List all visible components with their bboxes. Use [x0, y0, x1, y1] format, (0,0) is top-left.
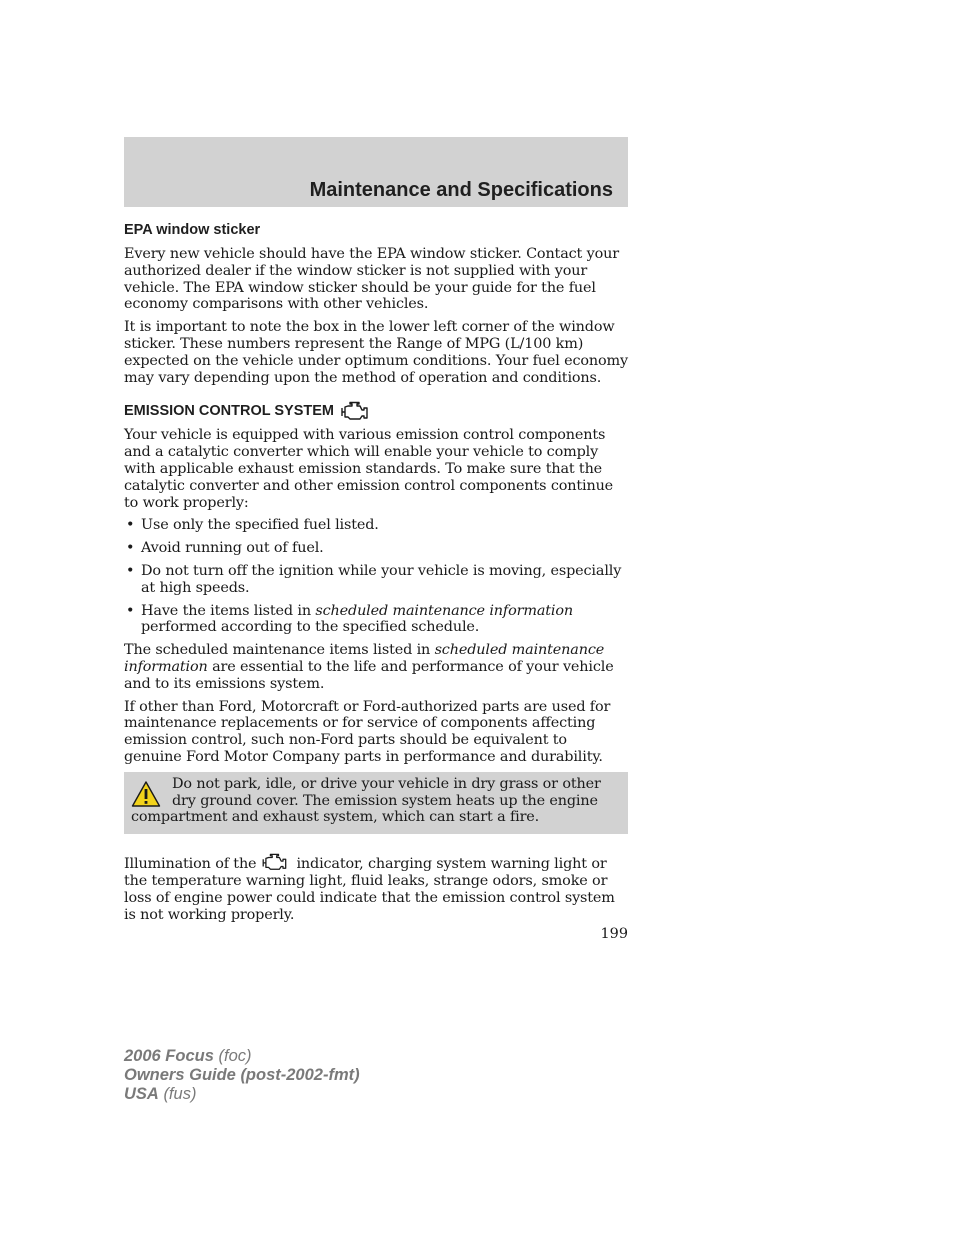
page-title: Maintenance and Specifications — [309, 179, 613, 201]
check-engine-icon — [339, 401, 369, 421]
emission-heading — [124, 401, 628, 421]
list-item: • Use only the specified fuel listed. — [126, 517, 379, 534]
parts-paragraph: If other than Ford, Motorcraft or Ford-authorized parts are used for maintenance replacements or for service of components affecting emission control, such non-Ford parts should be equivalent to genuine Ford Motor Company parts in performance and durability. — [124, 698, 611, 765]
list-item: • Have the items listed in scheduled maintenance information performed according to the specified schedule. — [126, 602, 573, 636]
footer-line-1: 2006 Focus (foc) — [124, 1047, 252, 1065]
bullet-glyph: • — [126, 540, 135, 557]
emphasis-text: scheduled maintenance information — [124, 642, 605, 675]
footer-line-2: Owners Guide (post-2002-fmt) — [124, 1066, 360, 1084]
footer-line-3: USA (fus) — [124, 1085, 197, 1103]
emission-bullet-list — [124, 517, 628, 636]
page-number: 199 — [600, 926, 628, 942]
main-content — [124, 220, 628, 929]
epa-heading-text: EPA window sticker — [124, 222, 261, 238]
emphasis-text: scheduled maintenance information — [315, 602, 573, 619]
epa-paragraph-2: It is important to note the box in the lower left corner of the window sticker. These numbers represent the Range of MPG (L/100 km) expected on the vehicle under optimum conditions. Your fuel economy may vary depending upon the method of operation and conditions. — [124, 319, 629, 386]
scheduled-maintenance-paragraph: The scheduled maintenance items listed in scheduled maintenance information are essential to the life and performance of your vehicle and to its emissions system. — [124, 642, 614, 692]
epa-paragraph-1: Every new vehicle should have the EPA window sticker. Contact your authorized dealer if the window sticker is not supplied with your vehicle. The EPA window sticker should be your guide for the fuel economy comparisons with other vehicles. — [124, 246, 619, 313]
footer — [124, 1047, 360, 1104]
list-item: • Avoid running out of fuel. — [126, 540, 324, 557]
warning-box — [124, 772, 628, 834]
epa-heading — [124, 220, 628, 240]
list-item: • Do not turn off the ignition while your vehicle is moving, especially at high speeds. — [126, 562, 622, 596]
warning-text: Do not park, idle, or drive your vehicle in dry grass or other dry ground cover. The emission system heats up the engine compartment and exhaust system, which can start a fire. — [131, 775, 601, 826]
check-engine-icon — [258, 853, 290, 871]
header-band — [124, 137, 628, 207]
emission-heading-text: EMISSION CONTROL SYSTEM — [124, 403, 335, 420]
bullet-glyph: • — [126, 517, 135, 534]
bullet-glyph: • — [126, 602, 135, 619]
warning-triangle-icon — [131, 780, 161, 808]
bullet-glyph: • — [126, 562, 135, 579]
emission-intro: Your vehicle is equipped with various emission control components and a catalytic converter which will enable your vehicle to comply with applicable exhaust emission standards. To make sure that the catalytic converter and other emission control components continue to work properly: — [124, 427, 614, 511]
illumination-paragraph: Illumination of the indicator, charging system warning light or the temperature warning light, fluid leaks, strange odors, smoke or loss of engine power could indicate that the emission control system is not working properly. — [124, 853, 628, 923]
